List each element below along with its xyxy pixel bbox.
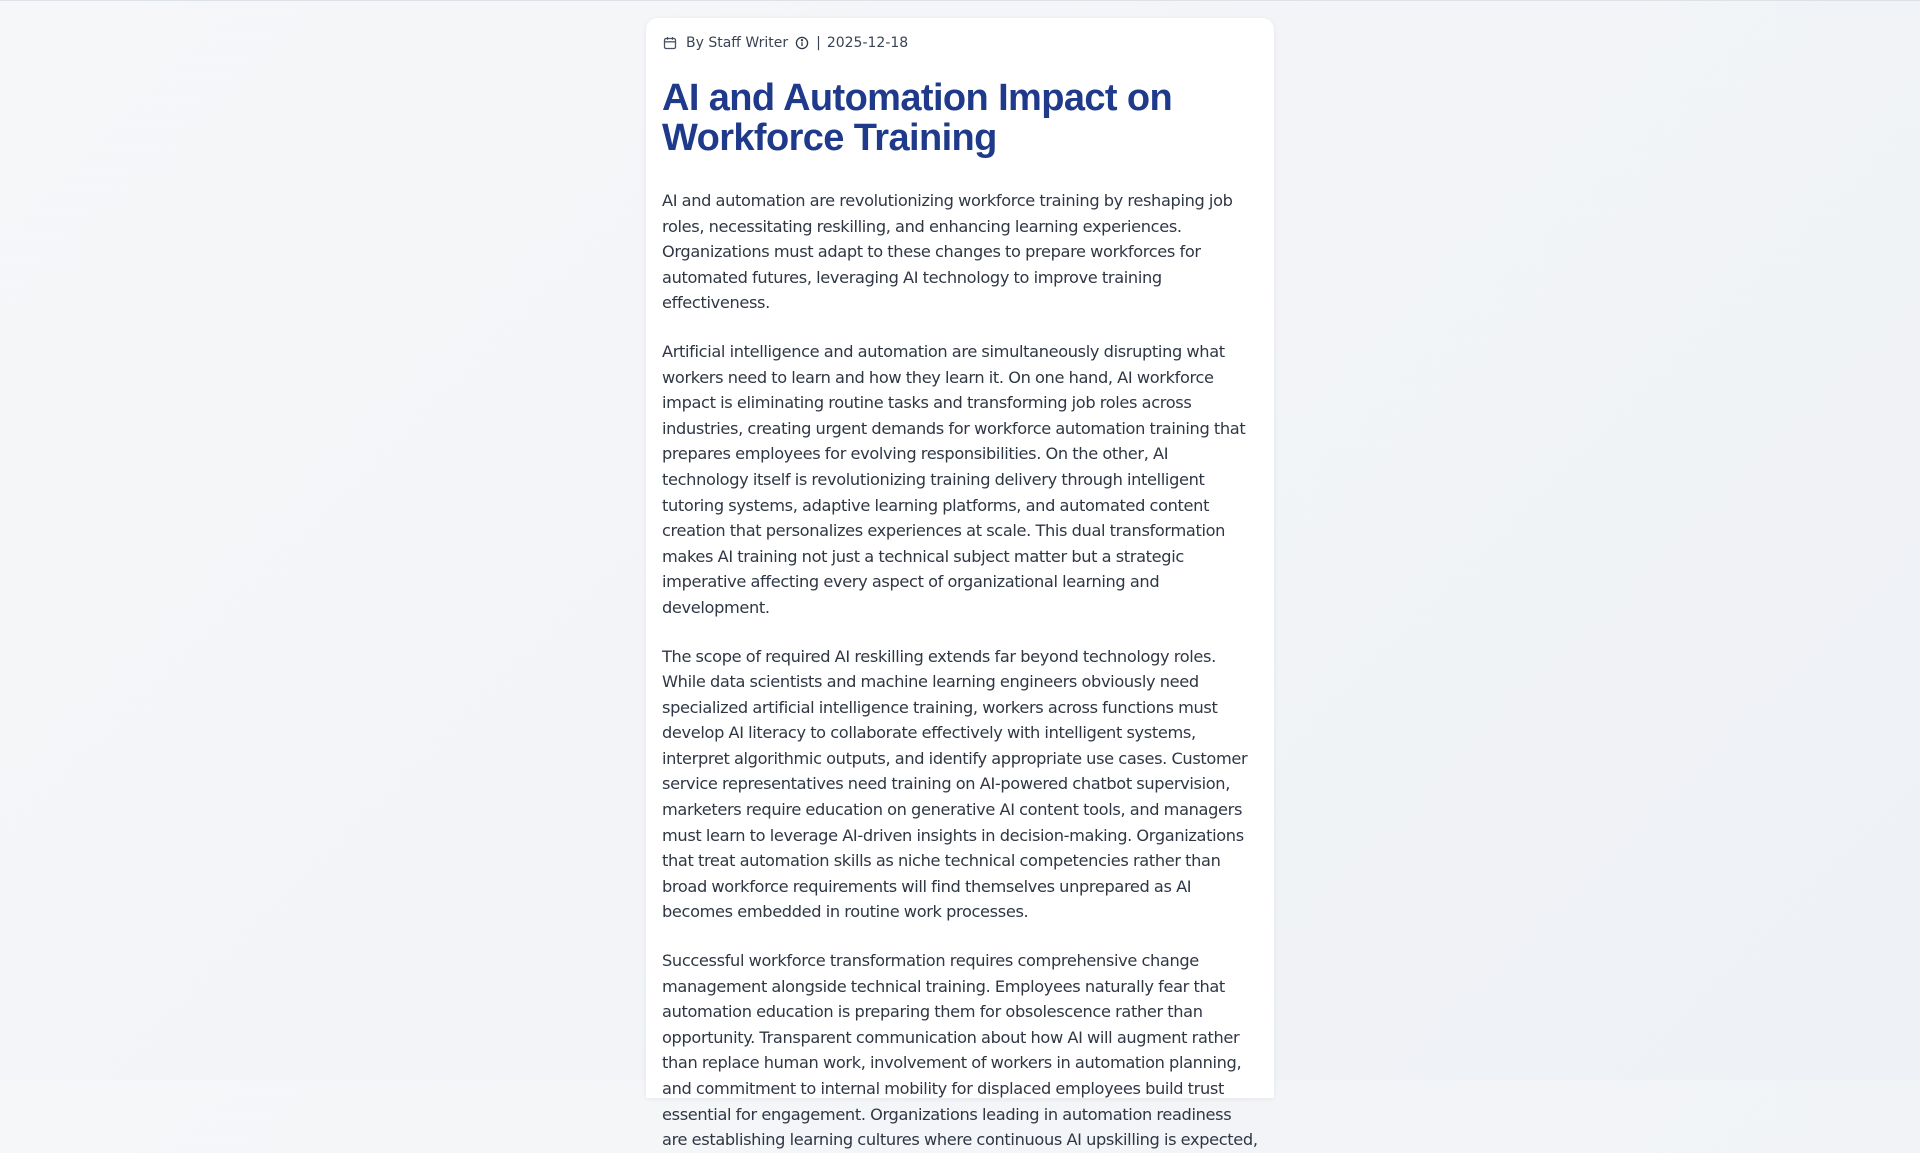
article-body <box>662 188 1258 1153</box>
article-card <box>646 18 1274 1150</box>
paragraph: Artificial intelligence and automation are simultaneously disrupting what workers need to learn and how they learn it. On one hand, AI workforce impact is eliminating routine tasks and transforming job roles across industries, creating urgent demands for workforce automation training that prepares employees for evolving responsibilities. On the other, AI technology itself is revolutionizing training delivery through intelligent tutoring systems, adaptive learning platforms, and automated content creation that personalizes experiences at scale. This dual transformation makes AI training not just a technical subject matter but a strategic imperative affecting every aspect of organizational learning and development. <box>662 341 1246 617</box>
meta-separator: | <box>816 35 821 51</box>
calendar-icon <box>662 35 678 51</box>
info-icon[interactable] <box>794 35 810 51</box>
publish-date: 2025-12-18 <box>826 35 909 51</box>
paragraph: The scope of required AI reskilling extends far beyond technology roles. While data scientists and machine learning engineers obviously need specialized artificial intelligence training, workers across functions must develop AI literacy to collaborate effectively with intelligent systems, interpret algorithmic outputs, and identify appropriate use cases. Customer service representatives need training on AI-powered chatbot supervision, marketers require education on generative AI content tools, and managers must learn to leverage AI-driven insights in decision-making. Organizations that treat automation skills as niche technical competencies rather than broad workforce requirements will find themselves unprepared as AI becomes embedded in routine work processes. <box>662 646 1248 922</box>
paragraph: AI and automation are revolutionizing workforce training by reshaping job roles, necessitating reskilling, and enhancing learning experiences. Organizations must adapt to these changes to prepare workforces for automated futures, leveraging AI technology to improve training effectiveness. <box>662 191 1233 313</box>
byline: By Staff Writer <box>686 35 789 51</box>
article-title: AI and Automation Impact on Workforce Training <box>662 77 1173 159</box>
top-divider <box>0 0 1920 1</box>
paragraph: Successful workforce transformation requires comprehensive change management alongside technical training. Employees naturally fear that automation education is preparing them for obsolescence rather than opportunity. Transparent communication about how AI will augment rather than replace human work, involvement of workers in automation planning, and commitment to internal mobility for displaced employees build trust essential for engagement. Organizations leading in automation readiness are establishing learning cultures where continuous AI upskilling is expected, <box>662 951 1258 1150</box>
article-meta <box>662 32 1258 54</box>
